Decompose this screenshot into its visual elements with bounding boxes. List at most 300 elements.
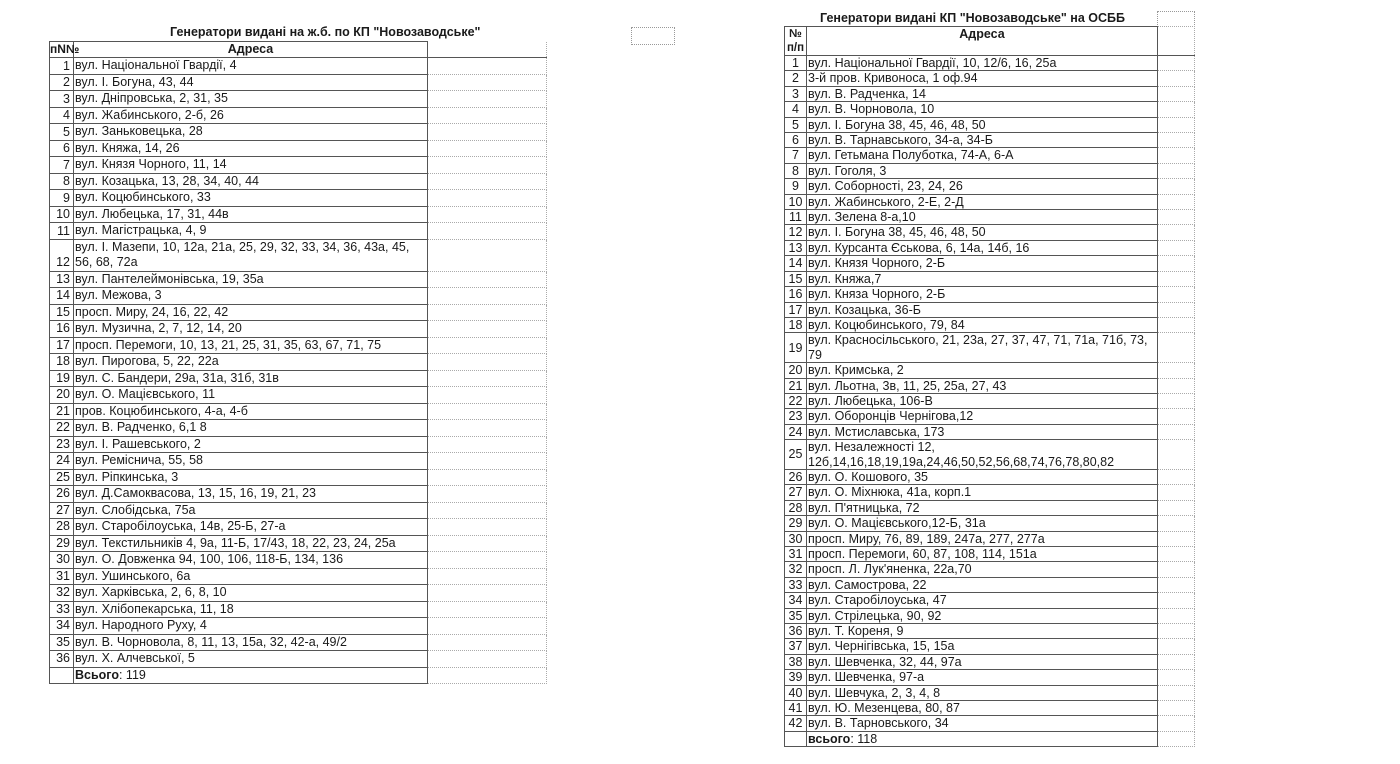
row-extra-cell — [1158, 148, 1195, 163]
right-empty-cell — [1157, 11, 1195, 27]
row-address: вул. Шевчука, 2, 3, 4, 8 — [807, 685, 1158, 700]
row-address: вул. Зелена 8-а,10 — [807, 210, 1158, 225]
row-number: 35 — [785, 608, 807, 623]
row-address: вул. Любецька, 106-В — [807, 393, 1158, 408]
table-row — [785, 516, 1195, 531]
table-row — [50, 304, 547, 321]
table-row — [50, 502, 547, 519]
row-address: просп. Миру, 76, 89, 189, 247а, 277, 277а — [807, 531, 1158, 546]
row-number: 15 — [785, 271, 807, 286]
row-address: просп. Л. Лук'яненка, 22а,70 — [807, 562, 1158, 577]
row-address: вул. Пантелеймонівська, 19, 35а — [74, 271, 428, 288]
row-address: вул. Курсанта Єськова, 6, 14а, 14б, 16 — [807, 240, 1158, 255]
row-number: 16 — [50, 321, 74, 338]
row-address: вул. О. Міхнюка, 41а, корп.1 — [807, 485, 1158, 500]
row-address: 3-й пров. Кривоноса, 1 оф.94 — [807, 71, 1158, 86]
row-address: вул. Самострова, 22 — [807, 577, 1158, 592]
row-extra-cell — [428, 173, 547, 190]
left-col-extra-header — [428, 42, 547, 58]
row-extra-cell — [428, 288, 547, 305]
row-address: вул. І. Богуна 38, 45, 46, 48, 50 — [807, 117, 1158, 132]
row-number: 11 — [50, 223, 74, 240]
row-address: вул. Пирогова, 5, 22, 22а — [74, 354, 428, 371]
row-address: вул. Гоголя, 3 — [807, 163, 1158, 178]
table-row — [785, 179, 1195, 194]
row-extra-cell — [428, 436, 547, 453]
row-number: 9 — [50, 190, 74, 207]
row-number: 11 — [785, 210, 807, 225]
row-number: 33 — [785, 577, 807, 592]
row-address: вул. Ушинського, 6а — [74, 568, 428, 585]
row-address: вул. Незалежності 12, 12б,14,16,18,19,19а,24,46,50,52,56,68,74,76,78,80,82 — [807, 440, 1158, 470]
row-extra-cell — [1158, 378, 1195, 393]
table-row — [50, 337, 547, 354]
table-row — [785, 363, 1195, 378]
row-number: 27 — [50, 502, 74, 519]
table-row — [785, 469, 1195, 484]
row-extra-cell — [1158, 516, 1195, 531]
row-number: 19 — [785, 333, 807, 363]
table-row — [785, 378, 1195, 393]
table-row — [785, 102, 1195, 117]
row-extra-cell — [1158, 608, 1195, 623]
row-address: вул. О. Мацієвського, 11 — [74, 387, 428, 404]
row-extra-cell — [428, 74, 547, 91]
table-row — [785, 624, 1195, 639]
table-row — [50, 288, 547, 305]
row-number: 36 — [50, 651, 74, 668]
row-number: 4 — [50, 107, 74, 124]
row-address: вул. Оборонців Чернігова,12 — [807, 409, 1158, 424]
row-address: вул. Хлібопекарська, 11, 18 — [74, 601, 428, 618]
row-number: 24 — [785, 424, 807, 439]
row-number: 18 — [50, 354, 74, 371]
row-extra-cell — [428, 601, 547, 618]
row-number: 29 — [50, 535, 74, 552]
row-extra-cell — [1158, 469, 1195, 484]
table-row — [785, 593, 1195, 608]
table-row — [50, 157, 547, 174]
left-col-number-header: пN№ — [50, 42, 80, 56]
table-row — [785, 608, 1195, 623]
row-address: вул. О. Довженка 94, 100, 106, 118-Б, 134, 136 — [74, 552, 428, 569]
table-row — [50, 618, 547, 635]
row-number: 2 — [50, 74, 74, 91]
row-number: 38 — [785, 654, 807, 669]
table-row — [785, 409, 1195, 424]
row-number: 32 — [50, 585, 74, 602]
table-row — [785, 133, 1195, 148]
row-extra-cell — [428, 502, 547, 519]
row-extra-cell — [428, 651, 547, 668]
row-address: вул. Шевченка, 32, 44, 97а — [807, 654, 1158, 669]
row-address: вул. О. Мацієвського,12-Б, 31а — [807, 516, 1158, 531]
row-address: вул. Козацька, 36-Б — [807, 302, 1158, 317]
row-extra-cell — [428, 157, 547, 174]
row-extra-cell — [1158, 624, 1195, 639]
row-address: вул. Чернігівська, 15, 15а — [807, 639, 1158, 654]
row-extra-cell — [1158, 333, 1195, 363]
row-address: вул. О. Кошового, 35 — [807, 469, 1158, 484]
row-number: 22 — [785, 393, 807, 408]
table-row — [785, 317, 1195, 332]
row-number: 8 — [785, 163, 807, 178]
row-address: вул. Ріпкинська, 3 — [74, 469, 428, 486]
table-row — [785, 685, 1195, 700]
row-number: 5 — [50, 124, 74, 141]
row-extra-cell — [1158, 133, 1195, 148]
row-extra-cell — [428, 354, 547, 371]
row-extra-cell — [428, 420, 547, 437]
row-extra-cell — [1158, 271, 1195, 286]
table-row — [50, 173, 547, 190]
total-number-cell — [50, 667, 74, 684]
row-extra-cell — [1158, 117, 1195, 132]
row-number: 26 — [50, 486, 74, 503]
table-row — [785, 485, 1195, 500]
row-address: вул. В. Тарнавського, 34-а, 34-Б — [807, 133, 1158, 148]
row-number: 32 — [785, 562, 807, 577]
total-cell — [74, 667, 428, 684]
table-row — [50, 601, 547, 618]
row-address: вул. Коцюбинського, 79, 84 — [807, 317, 1158, 332]
row-extra-cell — [1158, 102, 1195, 117]
row-number: 39 — [785, 670, 807, 685]
row-address: вул. Княжа,7 — [807, 271, 1158, 286]
row-extra-cell — [1158, 562, 1195, 577]
row-extra-cell — [428, 124, 547, 141]
row-extra-cell — [1158, 409, 1195, 424]
left-col-address-header: Адреса — [74, 42, 428, 58]
table-row — [785, 194, 1195, 209]
row-extra-cell — [428, 304, 547, 321]
row-extra-cell — [1158, 163, 1195, 178]
table-row — [50, 568, 547, 585]
right-col-address-header: Адреса — [807, 27, 1158, 56]
table-row — [50, 486, 547, 503]
row-extra-cell — [428, 486, 547, 503]
row-extra-cell — [1158, 194, 1195, 209]
total-label: Всього — [75, 667, 119, 682]
row-extra-cell — [1158, 639, 1195, 654]
row-extra-cell — [428, 223, 547, 240]
row-address: вул. Національної Гвардії, 10, 12/6, 16, 25а — [807, 56, 1158, 71]
table-row — [785, 333, 1195, 363]
row-extra-cell — [428, 634, 547, 651]
row-address: вул. Музична, 2, 7, 12, 14, 20 — [74, 321, 428, 338]
row-address: пров. Коцюбинського, 4-а, 4-б — [74, 403, 428, 420]
table-row — [785, 500, 1195, 515]
row-address: вул. Коцюбинського, 33 — [74, 190, 428, 207]
table-row — [50, 124, 547, 141]
row-extra-cell — [428, 140, 547, 157]
table-row — [785, 148, 1195, 163]
row-extra-cell — [1158, 440, 1195, 470]
row-address: вул. Харківська, 2, 6, 8, 10 — [74, 585, 428, 602]
table-row — [50, 58, 547, 75]
row-address: вул. І. Богуна, 43, 44 — [74, 74, 428, 91]
row-extra-cell — [1158, 179, 1195, 194]
row-extra-cell — [1158, 685, 1195, 700]
row-address: вул. Мстиславська, 173 — [807, 424, 1158, 439]
row-number: 20 — [50, 387, 74, 404]
total-row — [785, 731, 1195, 746]
table-row — [50, 271, 547, 288]
table-row — [50, 140, 547, 157]
row-extra-cell — [1158, 86, 1195, 101]
row-number: 37 — [785, 639, 807, 654]
row-address: просп. Миру, 24, 16, 22, 42 — [74, 304, 428, 321]
table-row — [785, 71, 1195, 86]
row-extra-cell — [428, 552, 547, 569]
row-number: 20 — [785, 363, 807, 378]
row-address: вул. В. Радченка, 14 — [807, 86, 1158, 101]
row-number: 28 — [785, 500, 807, 515]
row-address: вул. Красносільського, 21, 23а, 27, 37, 47, 71, 71а, 71б, 73, 79 — [807, 333, 1158, 363]
row-number: 10 — [785, 194, 807, 209]
row-extra-cell — [1158, 654, 1195, 669]
row-address: вул. Княжа, 14, 26 — [74, 140, 428, 157]
table-row — [785, 654, 1195, 669]
table-row — [50, 519, 547, 536]
table-row — [50, 420, 547, 437]
table-row — [50, 403, 547, 420]
row-extra-cell — [428, 190, 547, 207]
row-number: 24 — [50, 453, 74, 470]
row-extra-cell — [428, 271, 547, 288]
table-row — [50, 453, 547, 470]
row-number: 19 — [50, 370, 74, 387]
row-extra-cell — [428, 387, 547, 404]
row-extra-cell — [428, 370, 547, 387]
row-address: вул. Межова, 3 — [74, 288, 428, 305]
row-address: вул. Жабинського, 2-Е, 2-Д — [807, 194, 1158, 209]
row-address: вул. І. Богуна 38, 45, 46, 48, 50 — [807, 225, 1158, 240]
row-address: вул. Народного Руху, 4 — [74, 618, 428, 635]
row-extra-cell — [428, 239, 547, 271]
left-generators-table — [49, 41, 547, 684]
row-number: 34 — [50, 618, 74, 635]
table-row — [50, 107, 547, 124]
row-address: вул. Слобідська, 75а — [74, 502, 428, 519]
row-address: вул. І. Рашевського, 2 — [74, 436, 428, 453]
row-extra-cell — [1158, 577, 1195, 592]
table-row — [50, 436, 547, 453]
row-number: 23 — [785, 409, 807, 424]
row-extra-cell — [1158, 716, 1195, 731]
row-extra-cell — [1158, 485, 1195, 500]
row-number: 40 — [785, 685, 807, 700]
table-row — [50, 190, 547, 207]
table-row — [50, 370, 547, 387]
row-extra-cell — [1158, 317, 1195, 332]
row-extra-cell — [1158, 547, 1195, 562]
right-col-number-header — [785, 27, 807, 56]
row-extra-cell — [428, 337, 547, 354]
total-row — [50, 667, 547, 684]
table-row — [785, 56, 1195, 71]
row-extra-cell — [1158, 287, 1195, 302]
row-number: 34 — [785, 593, 807, 608]
row-extra-cell — [428, 568, 547, 585]
total-value: : 119 — [118, 667, 146, 682]
row-number: 13 — [785, 240, 807, 255]
table-row — [785, 393, 1195, 408]
row-number: 21 — [50, 403, 74, 420]
row-extra-cell — [428, 107, 547, 124]
table-row — [785, 210, 1195, 225]
row-address: вул. Текстильників 4, 9а, 11-Б, 17/43, 18, 22, 23, 24, 25а — [74, 535, 428, 552]
row-number: 17 — [50, 337, 74, 354]
table-row — [785, 639, 1195, 654]
row-address: вул. Магістрацька, 4, 9 — [74, 223, 428, 240]
row-extra-cell — [1158, 500, 1195, 515]
row-number: 6 — [785, 133, 807, 148]
row-number: 35 — [50, 634, 74, 651]
right-col-number-line1: № — [789, 28, 802, 40]
table-row — [785, 117, 1195, 132]
row-number: 3 — [50, 91, 74, 108]
row-address: вул. Княза Чорного, 2-Б — [807, 287, 1158, 302]
row-extra-cell — [428, 519, 547, 536]
table-row — [785, 271, 1195, 286]
table-row — [50, 223, 547, 240]
row-number: 27 — [785, 485, 807, 500]
row-number: 28 — [50, 519, 74, 536]
table-row — [785, 577, 1195, 592]
left-header-row — [50, 42, 547, 58]
row-number: 12 — [50, 239, 74, 271]
row-number: 30 — [785, 531, 807, 546]
table-row — [50, 354, 547, 371]
table-row — [785, 670, 1195, 685]
table-row — [785, 531, 1195, 546]
row-extra-cell — [428, 91, 547, 108]
row-number: 8 — [50, 173, 74, 190]
row-number: 14 — [785, 256, 807, 271]
row-extra-cell — [428, 453, 547, 470]
row-number: 14 — [50, 288, 74, 305]
row-number: 22 — [50, 420, 74, 437]
table-row — [785, 86, 1195, 101]
row-number: 25 — [785, 440, 807, 470]
row-number: 1 — [50, 58, 74, 75]
row-extra-cell — [428, 585, 547, 602]
right-col-number-line2: п/п — [786, 42, 805, 54]
row-number: 30 — [50, 552, 74, 569]
row-address: вул. В. Чорновола, 8, 11, 13, 15а, 32, 42-а, 49/2 — [74, 634, 428, 651]
row-address: вул. Заньковецька, 28 — [74, 124, 428, 141]
table-row — [785, 424, 1195, 439]
row-number: 10 — [50, 206, 74, 223]
row-extra-cell — [1158, 363, 1195, 378]
row-number: 26 — [785, 469, 807, 484]
row-number: 3 — [785, 86, 807, 101]
row-extra-cell — [1158, 240, 1195, 255]
table-row — [50, 239, 547, 271]
row-extra-cell — [1158, 424, 1195, 439]
table-row — [785, 287, 1195, 302]
row-address: вул. І. Мазепи, 10, 12а, 21а, 25, 29, 32, 33, 34, 36, 43а, 45, 56, 68, 72а — [74, 239, 428, 271]
row-number: 29 — [785, 516, 807, 531]
right-generators-table — [784, 26, 1195, 747]
row-number: 31 — [785, 547, 807, 562]
table-row — [50, 321, 547, 338]
left-table-title: Генератори видані на ж.б. по КП "Новозаводське" — [170, 25, 481, 39]
row-address: вул. Жабинського, 2-б, 26 — [74, 107, 428, 124]
row-address: вул. П'ятницька, 72 — [807, 500, 1158, 515]
row-extra-cell — [1158, 210, 1195, 225]
row-number: 6 — [50, 140, 74, 157]
row-extra-cell — [1158, 593, 1195, 608]
row-number: 4 — [785, 102, 807, 117]
row-number: 2 — [785, 71, 807, 86]
row-number: 16 — [785, 287, 807, 302]
row-number: 9 — [785, 179, 807, 194]
table-row — [785, 302, 1195, 317]
row-extra-cell — [428, 206, 547, 223]
row-extra-cell — [428, 321, 547, 338]
row-address: вул. В. Чорновола, 10 — [807, 102, 1158, 117]
table-row — [785, 225, 1195, 240]
table-row — [50, 91, 547, 108]
row-extra-cell — [1158, 56, 1195, 71]
total-cell — [807, 731, 1158, 746]
row-number: 17 — [785, 302, 807, 317]
row-address: вул. Ю. Мезенцева, 80, 87 — [807, 701, 1158, 716]
row-address: вул. Льотна, 3в, 11, 25, 25а, 27, 43 — [807, 378, 1158, 393]
table-row — [785, 716, 1195, 731]
row-address: вул. Ремiснича, 55, 58 — [74, 453, 428, 470]
row-address: вул. Козацька, 13, 28, 34, 40, 44 — [74, 173, 428, 190]
row-extra-cell — [1158, 302, 1195, 317]
row-number: 41 — [785, 701, 807, 716]
row-address: просп. Перемоги, 10, 13, 21, 25, 31, 35, 63, 67, 71, 75 — [74, 337, 428, 354]
total-value: : 118 — [850, 731, 878, 746]
row-address: вул. Д.Самоквасова, 13, 15, 16, 19, 21, 23 — [74, 486, 428, 503]
row-number: 36 — [785, 624, 807, 639]
row-address: вул. С. Бандери, 29а, 31а, 31б, 31в — [74, 370, 428, 387]
row-number: 25 — [50, 469, 74, 486]
row-address: вул. Шевченка, 97-а — [807, 670, 1158, 685]
row-address: вул. Національної Гвардії, 4 — [74, 58, 428, 75]
table-row — [50, 387, 547, 404]
table-row — [785, 240, 1195, 255]
table-row — [50, 206, 547, 223]
table-row — [50, 552, 547, 569]
row-extra-cell — [1158, 393, 1195, 408]
row-number: 5 — [785, 117, 807, 132]
row-extra-cell — [428, 469, 547, 486]
row-number: 7 — [50, 157, 74, 174]
row-extra-cell — [428, 58, 547, 75]
table-row — [50, 585, 547, 602]
row-address: вул. Князя Чорного, 11, 14 — [74, 157, 428, 174]
total-label: всього — [808, 731, 851, 746]
row-address: вул. В. Радченко, 6,1 8 — [74, 420, 428, 437]
row-number: 42 — [785, 716, 807, 731]
row-address: вул. Соборності, 23, 24, 26 — [807, 179, 1158, 194]
right-table-title: Генератори видані КП "Новозаводське" на ОСББ — [820, 11, 1125, 25]
row-address: вул. Старобілоуська, 47 — [807, 593, 1158, 608]
table-row — [785, 701, 1195, 716]
total-number-cell — [785, 731, 807, 746]
row-address: вул. Кримська, 2 — [807, 363, 1158, 378]
row-number: 18 — [785, 317, 807, 332]
right-header-row — [785, 27, 1195, 56]
row-number: 7 — [785, 148, 807, 163]
left-empty-cell — [631, 27, 675, 45]
